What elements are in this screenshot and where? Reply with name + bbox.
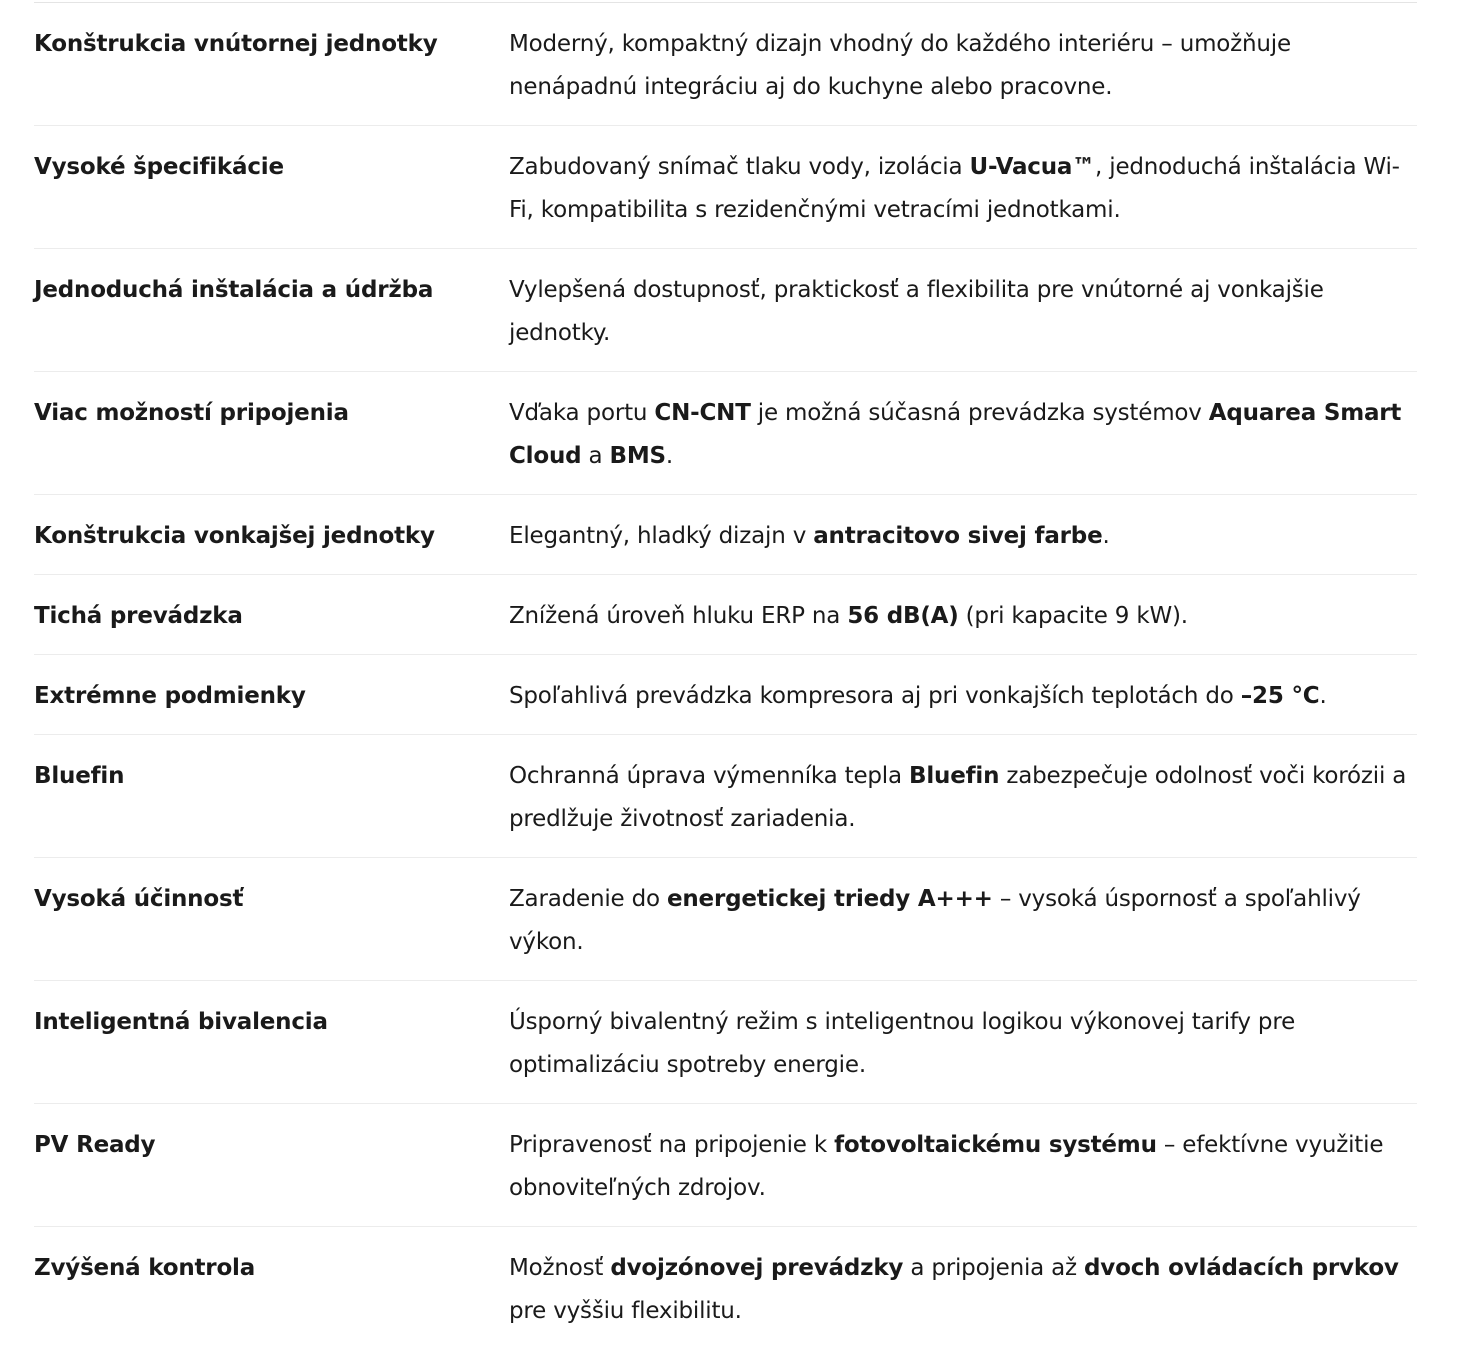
- spec-label: Inteligentná bivalencia: [34, 1009, 328, 1035]
- spec-description: [509, 495, 1417, 574]
- spec-description: [509, 1227, 1417, 1349]
- spec-description-text: a: [581, 443, 610, 469]
- spec-label: PV Ready: [34, 1132, 156, 1158]
- spec-label: Tichá prevádzka: [34, 603, 243, 629]
- spec-description-emphasis: dvoch ovládacích prvkov: [1084, 1255, 1399, 1281]
- spec-description-text: .: [1319, 683, 1327, 709]
- spec-description-text: a pripojenia až: [903, 1255, 1085, 1281]
- spec-description: [509, 126, 1417, 248]
- spec-description-text: Pripravenosť na pripojenie k: [509, 1132, 835, 1158]
- spec-label: Extrémne podmienky: [34, 683, 306, 709]
- spec-description-text: Vylepšená dostupnosť, praktickosť a flexibilita pre vnútorné aj vonkajšie jednotky.: [509, 277, 1324, 346]
- spec-row: [34, 858, 1417, 981]
- spec-label: Vysoké špecifikácie: [34, 154, 284, 180]
- spec-label: Viac možností pripojenia: [34, 400, 349, 426]
- spec-row: [34, 126, 1417, 249]
- spec-description-text: pre vyššiu flexibilitu.: [509, 1298, 742, 1324]
- spec-label: Bluefin: [34, 763, 125, 789]
- spec-label: Jednoduchá inštalácia a údržba: [34, 277, 434, 303]
- spec-description-emphasis: BMS: [609, 443, 666, 469]
- spec-description-emphasis: fotovoltaickému systému: [834, 1132, 1157, 1158]
- spec-description: [509, 249, 1417, 371]
- spec-description-emphasis: Aquarea Smart Cloud: [509, 400, 1402, 469]
- spec-description-text: Znížená úroveň hluku ERP na: [509, 603, 848, 629]
- spec-row: [34, 3, 1417, 126]
- spec-description-text: (pri kapacite 9 kW).: [958, 603, 1188, 629]
- spec-description-text: Spoľahlivá prevádzka kompresora aj pri vonkajších teplotách do: [509, 683, 1241, 709]
- spec-description-text: Ochranná úprava výmenníka tepla: [509, 763, 909, 789]
- spec-description-emphasis: U-Vacua™: [969, 154, 1096, 180]
- spec-description-emphasis: 56 dB(A): [847, 603, 959, 629]
- spec-table: [34, 2, 1417, 1349]
- spec-description-text: .: [1102, 523, 1110, 549]
- spec-description-emphasis: –25 °C: [1240, 683, 1320, 709]
- spec-row: [34, 372, 1417, 495]
- spec-description-text: .: [665, 443, 674, 469]
- spec-row: [34, 735, 1417, 858]
- spec-description-text: Možnosť: [509, 1255, 611, 1281]
- spec-label: Vysoká účinnosť: [34, 886, 244, 912]
- spec-description-text: – efektívne využitie obnoviteľných zdrojov.: [509, 1132, 1384, 1201]
- spec-description-emphasis: antracitovo sivej farbe: [813, 523, 1103, 549]
- spec-label: Konštrukcia vnútornej jednotky: [34, 31, 438, 57]
- spec-description-text: Vďaka portu: [509, 400, 655, 426]
- spec-description: [509, 372, 1417, 494]
- spec-description-text: – vysoká úspornosť a spoľahlivý výkon.: [509, 886, 1361, 955]
- spec-row: [34, 495, 1417, 575]
- spec-row: [34, 249, 1417, 372]
- spec-description: [509, 735, 1417, 857]
- spec-description-emphasis: CN-CNT: [654, 400, 751, 426]
- spec-description: [509, 3, 1417, 125]
- spec-description-text: Moderný, kompaktný dizajn vhodný do každého interiéru – umožňuje nenápadnú integráciu aj do kuchyne alebo pracovne.: [509, 31, 1291, 100]
- spec-description-emphasis: Bluefin: [909, 763, 1000, 789]
- spec-description: [509, 981, 1417, 1103]
- spec-description-text: , jednoduchá inštalácia Wi-Fi, kompatibilita s rezidenčnými vetracími jednotkami.: [509, 154, 1400, 223]
- spec-row: [34, 1227, 1417, 1349]
- spec-description-text: Zaradenie do: [509, 886, 667, 912]
- spec-description-text: Zabudovaný snímač tlaku vody, izolácia: [509, 154, 970, 180]
- spec-label: Konštrukcia vonkajšej jednotky: [34, 523, 435, 549]
- spec-description-emphasis: dvojzónovej prevádzky: [610, 1255, 904, 1281]
- spec-description-emphasis: energetickej triedy A+++: [666, 886, 993, 912]
- spec-row: [34, 1104, 1417, 1227]
- spec-label: Zvýšená kontrola: [34, 1255, 256, 1281]
- spec-description: [509, 1104, 1417, 1226]
- spec-row: [34, 655, 1417, 735]
- spec-row: [34, 981, 1417, 1104]
- spec-description-text: Elegantný, hladký dizajn v: [509, 523, 814, 549]
- spec-description: [509, 575, 1417, 654]
- spec-description-text: zabezpečuje odolnosť voči korózii a predlžuje životnosť zariadenia.: [509, 763, 1407, 832]
- spec-description: [509, 655, 1417, 734]
- spec-description-text: Úsporný bivalentný režim s inteligentnou logikou výkonovej tarify pre optimalizáciu spotreby energie.: [509, 1009, 1296, 1078]
- spec-row: [34, 575, 1417, 655]
- spec-description: [509, 858, 1417, 980]
- spec-description-text: je možná súčasná prevádzka systémov: [750, 400, 1209, 426]
